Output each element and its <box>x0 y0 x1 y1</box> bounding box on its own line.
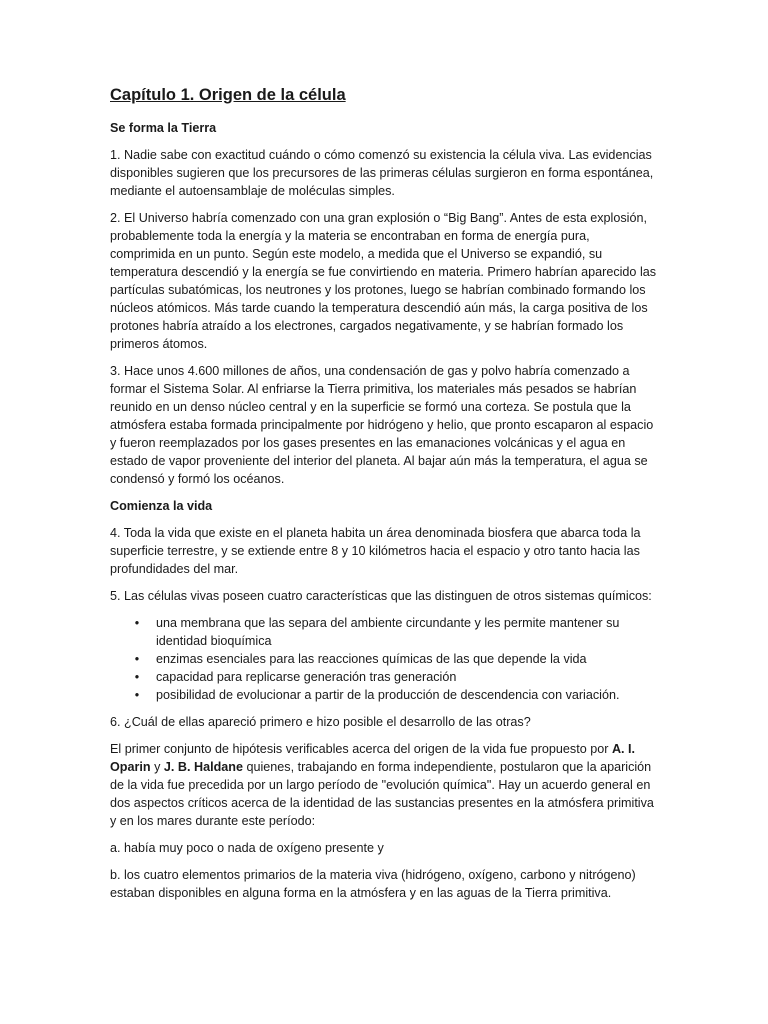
author-haldane: J. B. Haldane <box>163 760 243 774</box>
list-item <box>110 614 658 650</box>
paragraph-7-text-start: El primer conjunto de hipótesis verificables acerca del origen de la vida fue propuesto por <box>110 742 612 756</box>
list-item-text: una membrana que las separa del ambiente circundante y les permite mantener su identidad bioquímica <box>156 616 620 648</box>
list-item-text: capacidad para replicarse generación tras generación <box>156 670 457 684</box>
characteristics-list <box>110 614 658 704</box>
paragraph-3: 3. Hace unos 4.600 millones de años, una condensación de gas y polvo habría comenzado a formar el Sistema Solar. Al enfriarse la Tierra primitiva, los materiales más pesados se habrían reunido en un denso núcleo central y en la superficie se formó una corteza. Se postula que la atmósfera estaba formada principalmente por hidrógeno y helio, que pronto escaparon al espacio y fueron reemplazados por los gases presentes en las emanaciones volcánicas y el agua en estado de vapor proveniente del interior del planeta. Al bajar aún más la temperatura, el agua se condensó y formó los océanos. <box>110 364 654 486</box>
section-heading-tierra: Se forma la Tierra <box>110 121 217 135</box>
list-item <box>110 650 658 668</box>
paragraph-7-text-mid: y <box>150 760 164 774</box>
bullet-icon: • <box>134 652 140 666</box>
paragraph-4: 4. Toda la vida que existe en el planeta habita un área denominada biosfera que abarca toda la superficie terrestre, y se extiende entre 8 y 10 kilómetros hacia el espacio y otro tanto hacia las profundidades del mar. <box>110 526 641 576</box>
paragraph-2: 2. El Universo habría comenzado con una gran explosión o “Big Bang”. Antes de esta explosión, probablemente toda la energía y la materia se encontraban en forma de energía pura, comprimida en un punto. Según este modelo, a medida que el Universo se expandió, su temperatura descendió y la energía se fue convirtiendo en materia. Primero habrían aparecido las partículas subatómicas, los neutrones y los protones, luego se habrían combinado formando los núcleos atómicos. Más tarde cuando la temperatura descendió aún más, la carga positiva de los protones habría atraído a los electrones, cargados negativamente, y se habrían formado los primeros átomos. <box>110 211 657 351</box>
bullet-icon: • <box>134 688 140 702</box>
list-item <box>110 668 658 686</box>
bullet-icon: • <box>134 670 140 684</box>
list-item <box>110 686 658 704</box>
paragraph-5: 5. Las células vivas poseen cuatro características que las distinguen de otros sistemas químicos: <box>110 589 652 603</box>
section-heading-vida: Comienza la vida <box>110 499 213 513</box>
bullet-icon: • <box>134 616 140 630</box>
paragraph-b: b. los cuatro elementos primarios de la materia viva (hidrógeno, oxígeno, carbono y nitrógeno) estaban disponibles en alguna forma en la atmósfera y en las aguas de la Tierra primitiva. <box>110 868 636 900</box>
paragraph-a: a. había muy poco o nada de oxígeno presente y <box>110 841 384 855</box>
list-item-text: posibilidad de evolucionar a partir de la producción de descendencia con variación. <box>156 688 620 702</box>
author-oparin: A. I. Oparin <box>110 742 636 774</box>
paragraph-1: 1. Nadie sabe con exactitud cuándo o cómo comenzó su existencia la célula viva. Las evidencias disponibles sugieren que los precursores de las primeras células surgieron en forma espontánea, mediante el autoensamblaje de moléculas simples. <box>110 148 654 198</box>
paragraph-6: 6. ¿Cuál de ellas apareció primero e hizo posible el desarrollo de las otras? <box>110 715 531 729</box>
chapter-title: Capítulo 1. Origen de la célula <box>110 86 346 104</box>
paragraph-7-text-end: quienes, trabajando en forma independiente, postularon que la aparición de la vida fue precedida por un largo período de "evolución química". Hay un acuerdo general en dos aspectos críticos acerca de la identidad de las sustancias presentes en la atmósfera primitiva y en los mares durante este período: <box>110 760 654 828</box>
list-item-text: enzimas esenciales para las reacciones químicas de las que depende la vida <box>156 652 587 666</box>
paragraph-7 <box>110 740 658 830</box>
